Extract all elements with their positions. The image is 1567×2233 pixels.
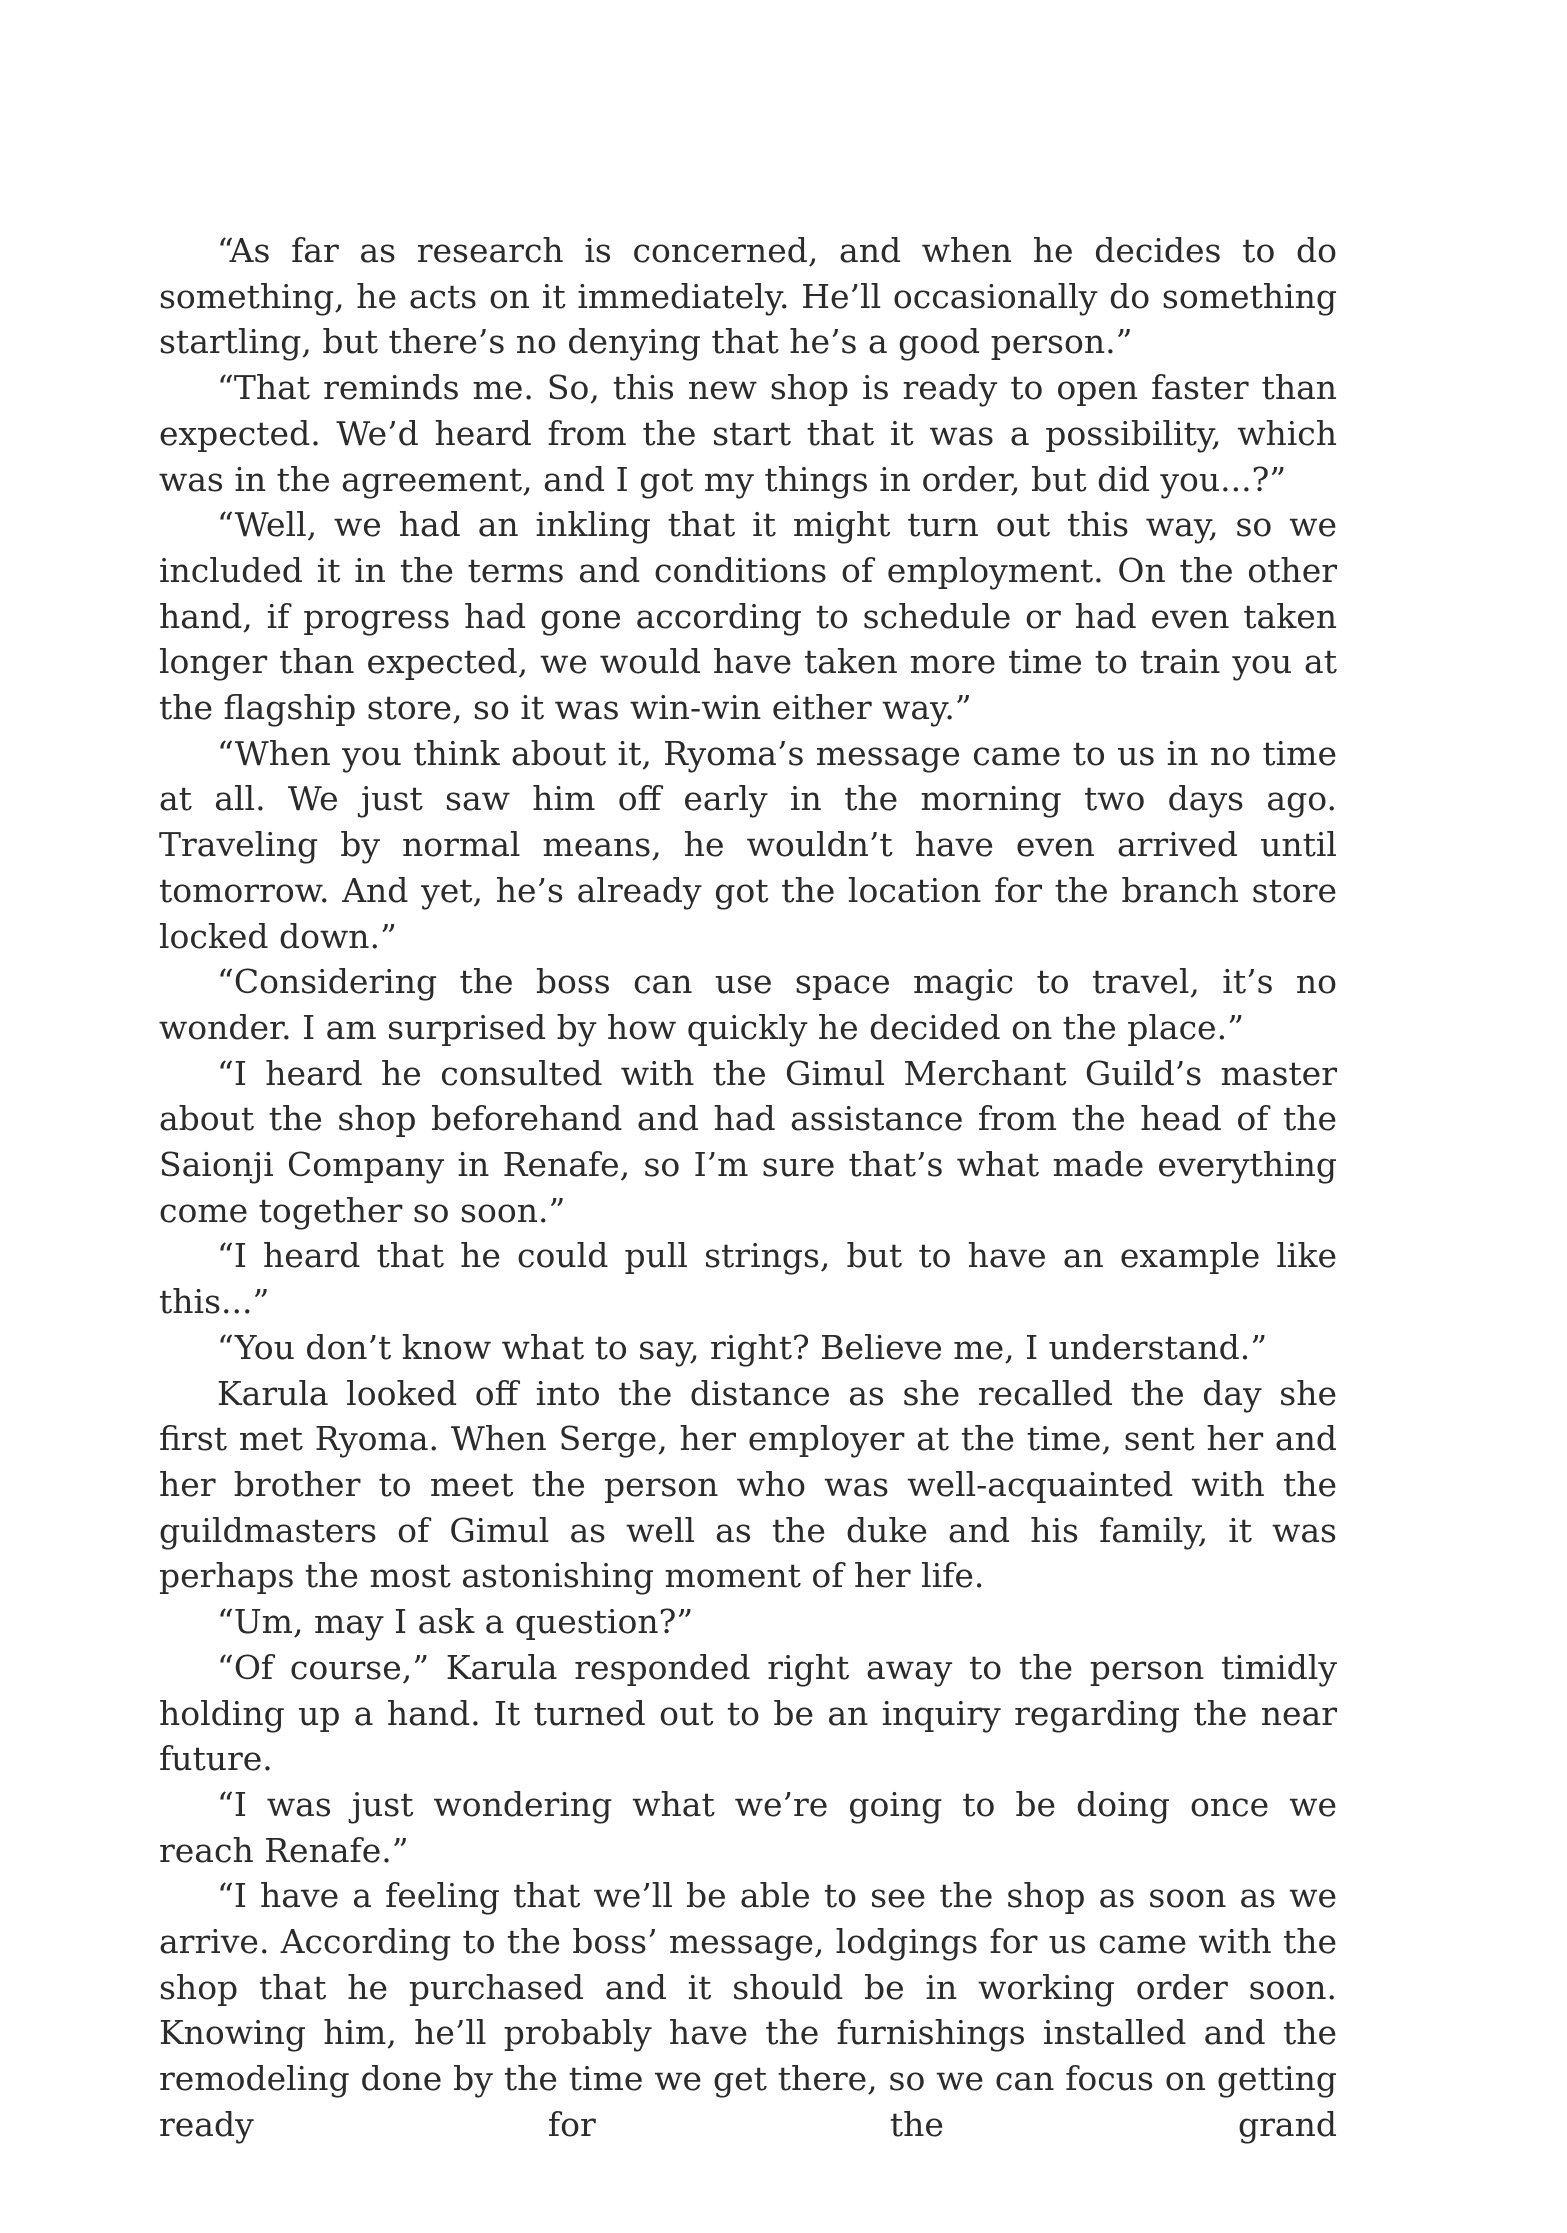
- paragraph-7: “I heard that he could pull strings, but to have an example like this...”: [159, 1236, 1337, 1322]
- paragraph-1: “As far as research is concerned, and when he decides to do something, he acts on it immediately. He’ll occasionally do something startling, but there’s no denying that he’s a good person.”: [159, 231, 1337, 362]
- paragraph-3: “Well, we had an inkling that it might turn out this way, so we included it in the terms and conditions of employment. On the other hand, if progress had gone according to schedule or had even taken longer than expected, we would have taken more time to train you at the flagship store, so it was win-win either way.”: [159, 505, 1337, 728]
- paragraph-9: Karula looked off into the distance as she recalled the day she first met Ryoma. When Serge, her employer at the time, sent her and her brother to meet the person who was well-acquainted with the guildmasters of Gimul as well as the duke and his family, it was perhaps the most astonishing moment of her life.: [159, 1373, 1337, 1596]
- paragraph-2: “That reminds me. So, this new shop is ready to open faster than expected. We’d heard from the start that it was a possibility, which was in the agreement, and I got my things in order, but did you...?”: [159, 368, 1337, 499]
- paragraph-12: “I was just wondering what we’re going to be doing once we reach Renafe.”: [159, 1784, 1337, 1870]
- page-body-text: [159, 228, 1337, 2148]
- paragraph-5: “Considering the boss can use space magic to travel, it’s no wonder. I am surprised by how quickly he decided on the place.”: [159, 962, 1337, 1047]
- paragraph-8: “You don’t know what to say, right? Believe me, I understand.”: [217, 1327, 1268, 1367]
- paragraph-10: “Um, may I ask a question?”: [217, 1602, 694, 1642]
- paragraph-4: “When you think about it, Ryoma’s message came to us in no time at all. We just saw him off early in the morning two days ago. Traveling by normal means, he wouldn’t have even arrived until tomorrow. And yet, he’s already got the location for the branch store locked down.”: [159, 733, 1337, 956]
- paragraph-11: “Of course,” Karula responded right away to the person timidly holding up a hand. It turned out to be an inquiry regarding the near future.: [159, 1647, 1337, 1779]
- paragraph-6: “I heard he consulted with the Gimul Merchant Guild’s master about the shop beforehand and had assistance from the head of the Saionji Company in Renafe, so I’m sure that’s what made everything come together so soon.”: [159, 1053, 1337, 1230]
- paragraph-13: “I have a feeling that we’ll be able to see the shop as soon as we arrive. According to the boss’ message, lodgings for us came with the shop that he purchased and it should be in working order soon. Knowing him, he’ll probably have the furnishings installed and the remodeling done by the time we get there, so we can focus on getting ready for the grand: [159, 1876, 1337, 2144]
